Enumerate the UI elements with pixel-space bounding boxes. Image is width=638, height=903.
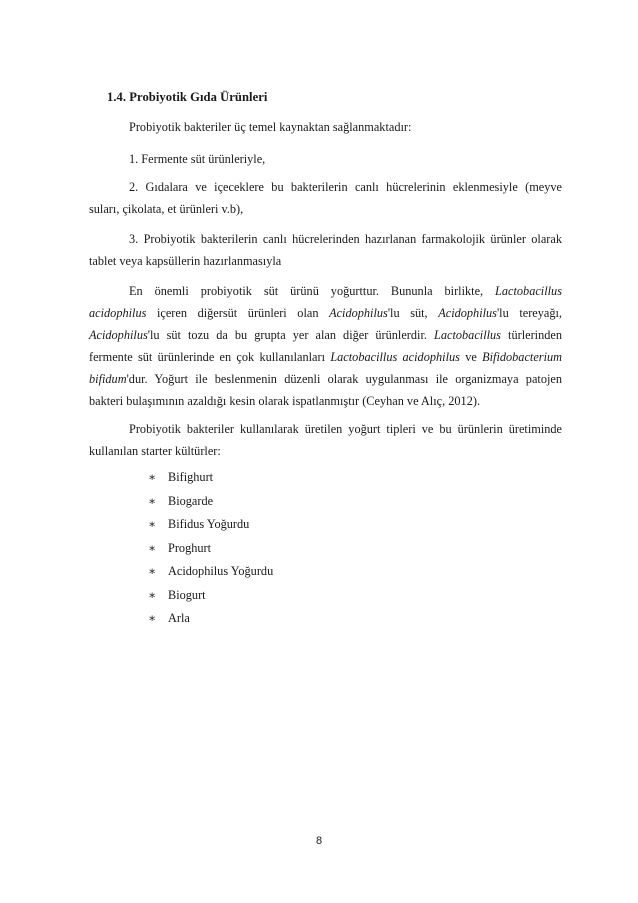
text-run: fermente süt ürünlerinde en çok kullanılanları bbox=[89, 350, 331, 364]
source-item-2-line-1: 2. Gıdalara ve içeceklere bu bakterilerin canlı hücrelerinin eklenmesiyle (meyve bbox=[129, 180, 562, 194]
page-number: 8 bbox=[315, 835, 323, 847]
list-item-text: Bifighurt bbox=[168, 470, 214, 484]
text-run: 'dur. Yoğurt ile beslenmenin düzenli olarak uygulanması ile organizmaya patojen bbox=[126, 372, 562, 386]
list-item-text: Biogarde bbox=[168, 493, 214, 508]
text-run: türlerinden bbox=[500, 328, 562, 342]
asterisk-bullet-icon: ∗ bbox=[148, 493, 157, 508]
species-name: Acidophilus bbox=[438, 306, 497, 320]
species-name: Acidophilus bbox=[329, 306, 388, 320]
main-paragraph-line-4 bbox=[89, 346, 562, 368]
species-name: Bifidobacterium bbox=[482, 350, 563, 364]
species-name: acidophilus bbox=[89, 306, 147, 320]
main-paragraph bbox=[89, 280, 562, 412]
main-paragraph-line-5 bbox=[89, 368, 562, 390]
intro-line: Probiyotik bakteriler üç temel kaynaktan sağlanmaktadır: bbox=[129, 120, 412, 134]
asterisk-bullet-icon: ∗ bbox=[148, 564, 157, 578]
text-run: 'lu tereyağı, bbox=[496, 306, 563, 320]
source-item-1 bbox=[89, 148, 562, 170]
source-item-3-line-2: tablet veya kapsüllerin hazırlanmasıyla bbox=[89, 254, 282, 268]
intro-paragraph bbox=[89, 116, 562, 138]
list-item-text: Arla bbox=[168, 611, 190, 625]
source-item-2-line-2: suları, çikolata, et ürünleri v.b), bbox=[89, 202, 244, 216]
main-paragraph-line-1 bbox=[89, 280, 562, 302]
source-item-3 bbox=[89, 228, 562, 272]
source-item-3-line-1: 3. Probiyotik bakterilerin canlı hücrelerinden hazırlanan farmakolojik ürünler olarak bbox=[129, 232, 562, 246]
text-run: En önemli probiyotik süt ürünü yoğurttur. Bununla birlikte, bbox=[129, 284, 496, 298]
asterisk-bullet-icon: ∗ bbox=[148, 517, 157, 531]
section-heading: 1.4. Probiyotik Gıda Ürünleri bbox=[107, 90, 268, 104]
list-item bbox=[148, 513, 273, 537]
list-item-text: Acidophilus Yoğurdu bbox=[168, 564, 274, 578]
yogurt-paragraph-line-1: Probiyotik bakteriler kullanılarak üretilen yoğurt tipleri ve bu ürünlerin üretiminde bbox=[129, 422, 562, 436]
yogurt-paragraph-line-2: kullanılan starter kültürler: bbox=[89, 444, 221, 458]
list-item bbox=[148, 490, 273, 514]
list-item bbox=[148, 584, 273, 608]
species-name: Acidophilus bbox=[89, 328, 148, 342]
starter-culture-list bbox=[148, 466, 273, 631]
asterisk-bullet-icon: ∗ bbox=[148, 540, 157, 555]
main-paragraph-line-6: bakteri bulaşımının azaldığı kesin olarak ispatlanmıştır (Ceyhan ve Alıç, 2012). bbox=[89, 394, 481, 408]
list-item bbox=[148, 560, 273, 584]
asterisk-bullet-icon: ∗ bbox=[148, 611, 157, 625]
text-run: 'lu süt tozu da bu grupta yer alan diğer ürünlerdir. bbox=[147, 328, 435, 342]
list-item-text: Biogurt bbox=[168, 587, 206, 602]
main-paragraph-line-2 bbox=[89, 302, 562, 324]
species-name: bifidum bbox=[89, 372, 127, 386]
yogurt-paragraph bbox=[89, 418, 562, 462]
list-item-text: Proghurt bbox=[168, 540, 212, 555]
list-item bbox=[148, 607, 273, 631]
text-run: ve bbox=[459, 350, 483, 364]
text-run: içeren diğersüt ürünleri olan bbox=[146, 306, 330, 320]
list-item bbox=[148, 537, 273, 561]
asterisk-bullet-icon: ∗ bbox=[148, 587, 157, 602]
species-name: Lactobacillus acidophilus bbox=[330, 350, 460, 364]
text-run: 'lu süt, bbox=[387, 306, 439, 320]
source-item-2 bbox=[89, 176, 562, 220]
species-name: Lactobacillus bbox=[495, 284, 562, 298]
asterisk-bullet-icon: ∗ bbox=[148, 470, 157, 484]
list-item bbox=[148, 466, 273, 490]
species-name: Lactobacillus bbox=[434, 328, 501, 342]
list-item-text: Bifidus Yoğurdu bbox=[168, 517, 250, 531]
source-item-1-text: 1. Fermente süt ürünleriyle, bbox=[129, 152, 266, 166]
main-paragraph-line-3 bbox=[89, 324, 562, 346]
